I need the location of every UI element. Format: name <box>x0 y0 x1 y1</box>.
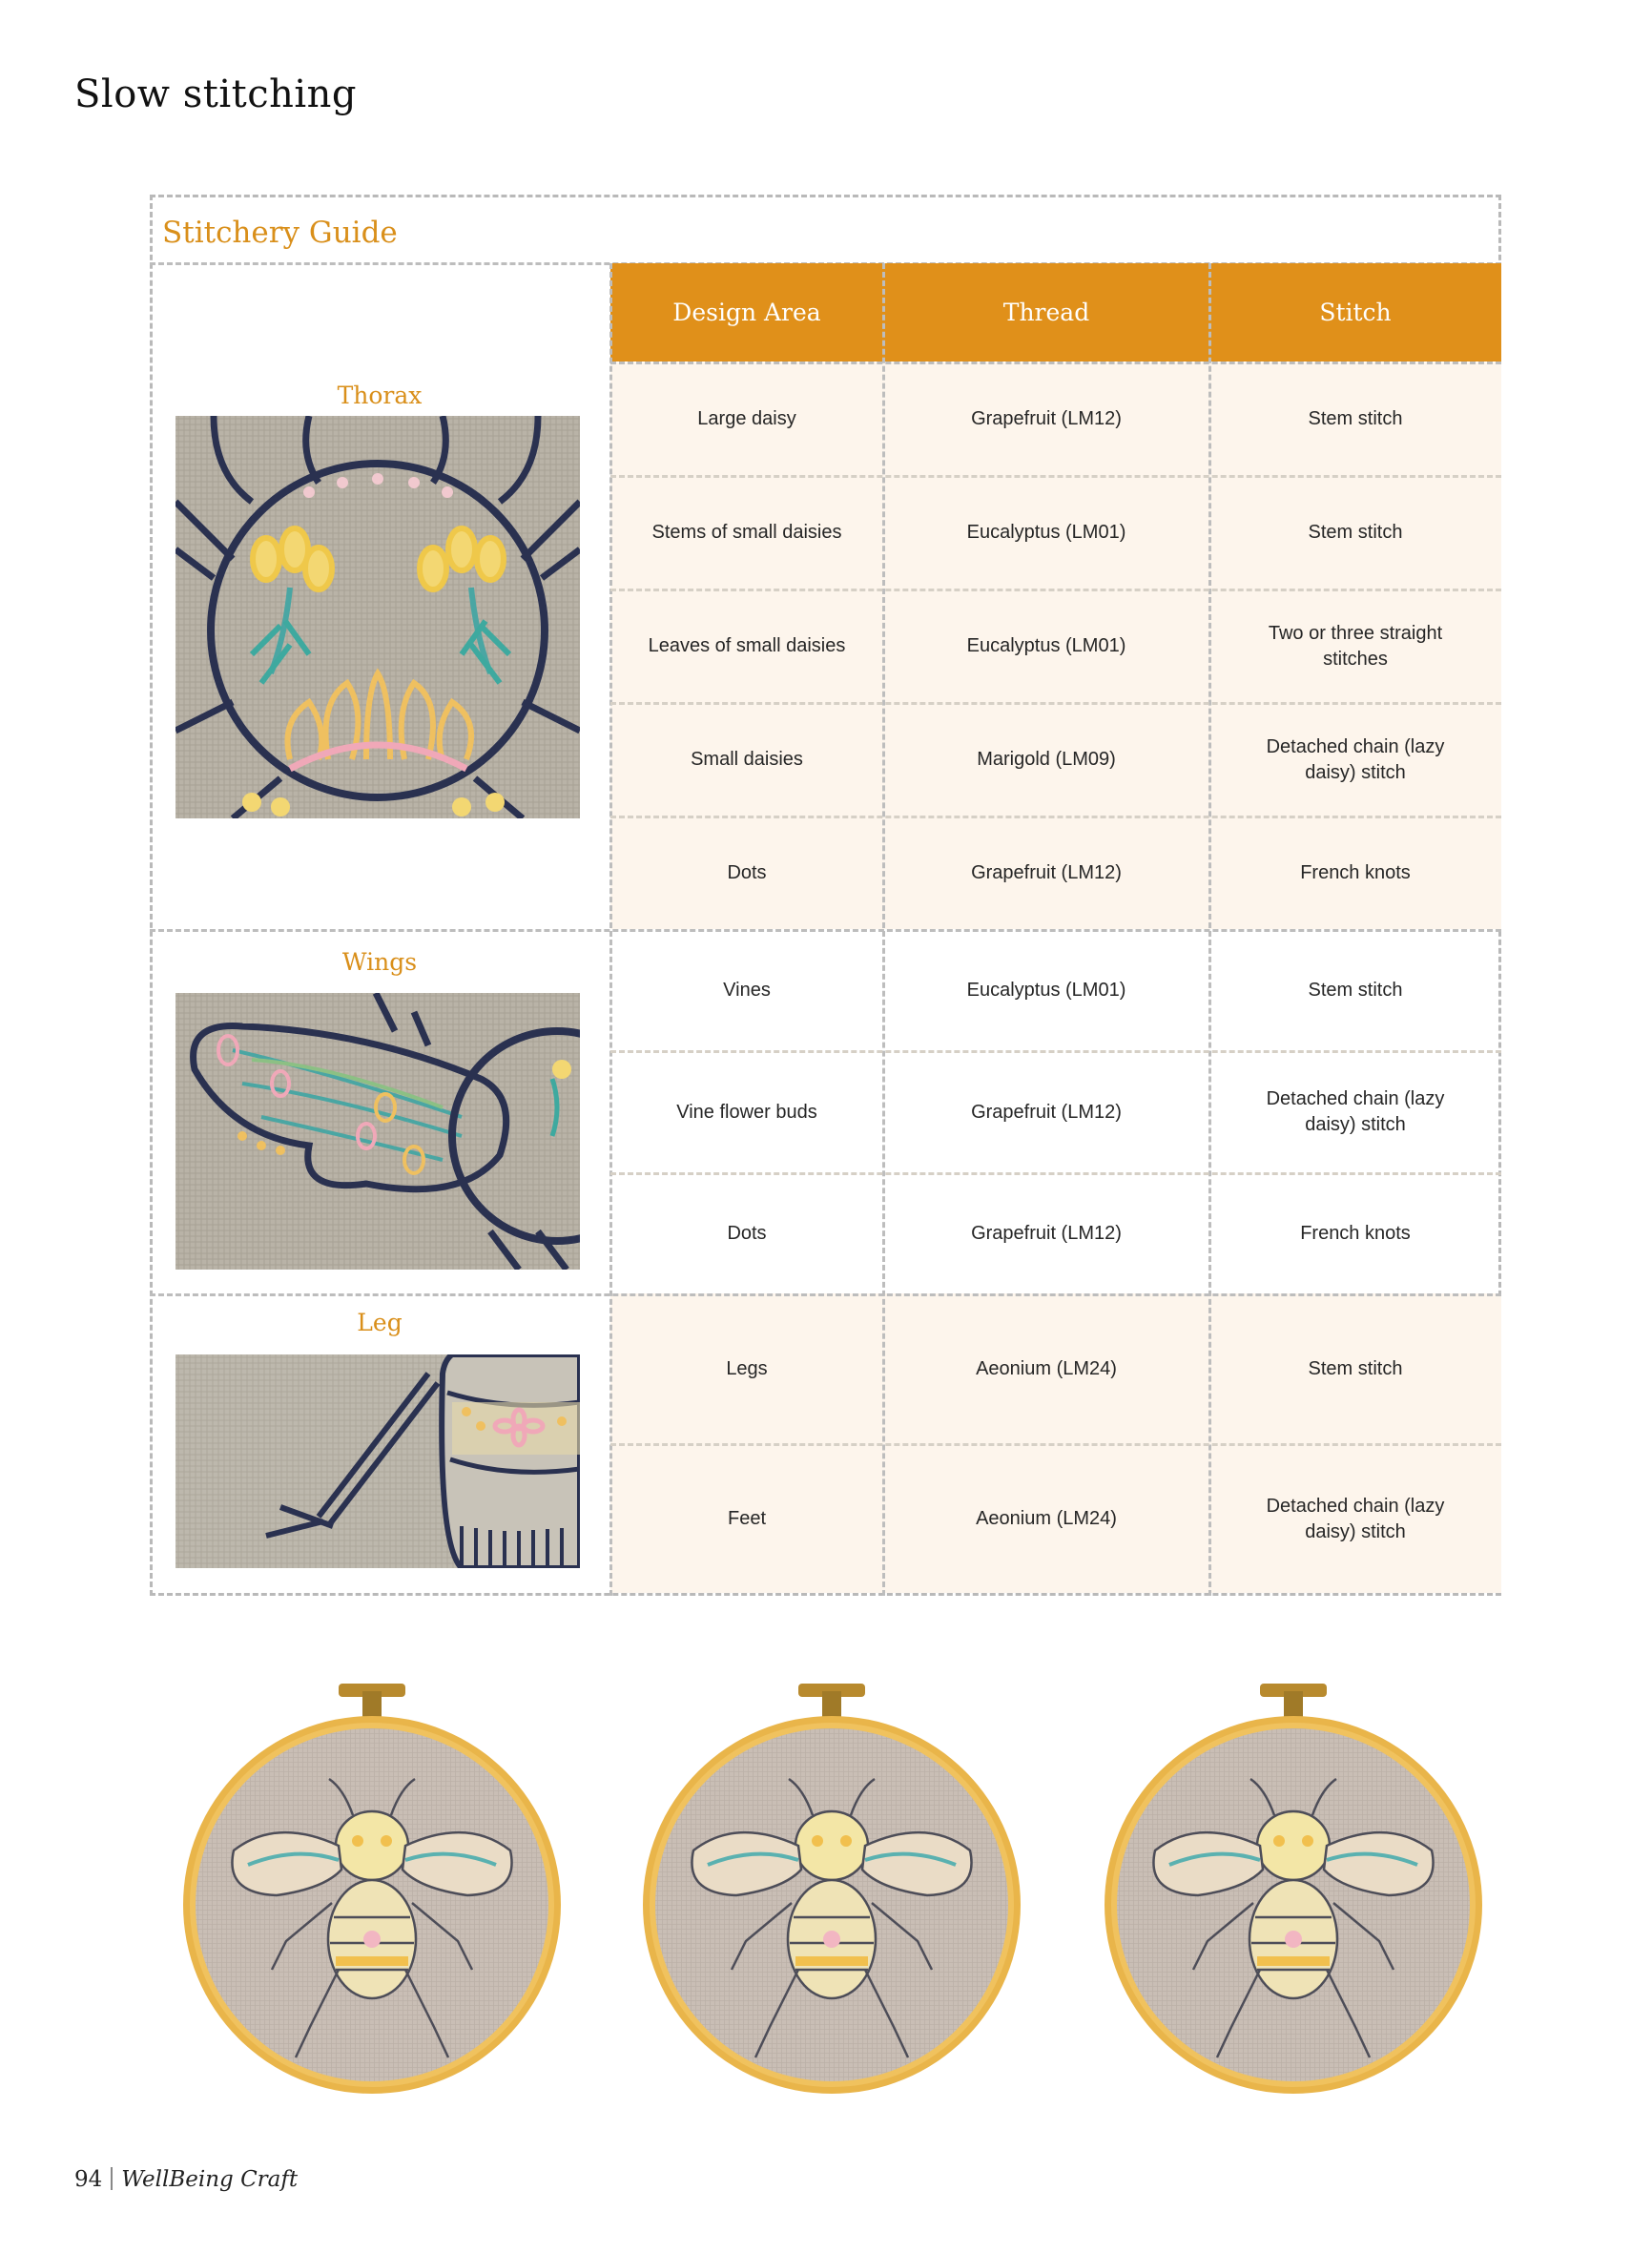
cell-design-area: Feet <box>727 1508 767 1529</box>
cell-stitch: French knots <box>1300 1223 1411 1244</box>
cell-stitch: Detached chain (lazy daisy) stitch <box>1266 1495 1445 1542</box>
cell-design-area: Leaves of small daisies <box>648 635 846 656</box>
magazine-name: WellBeing Craft <box>121 2167 299 2192</box>
cell-stitch: Stem stitch <box>1308 522 1403 543</box>
footer-separator <box>111 2167 113 2190</box>
cell-stitch: Stem stitch <box>1308 980 1403 1001</box>
leg-embroidery-illustration <box>176 1354 580 1568</box>
header-stitch: Stitch <box>1319 299 1392 326</box>
leg-embroidery-photo <box>176 1354 580 1568</box>
wings-embroidery-illustration <box>176 993 580 1270</box>
cell-thread: Eucalyptus (LM01) <box>966 635 1126 656</box>
page-number: 94 <box>74 2167 103 2192</box>
cell-stitch: Detached chain (lazy daisy) stitch <box>1266 735 1445 783</box>
thorax-embroidery-photo <box>176 416 580 818</box>
header-design-area: Design Area <box>672 299 821 326</box>
wings-embroidery-photo <box>176 993 580 1270</box>
cell-thread: Eucalyptus (LM01) <box>966 980 1126 1001</box>
cell-thread: Grapefruit (LM12) <box>971 1101 1122 1123</box>
section-label-leg: Leg <box>357 1309 403 1336</box>
cell-stitch: Stem stitch <box>1308 408 1403 429</box>
cell-stitch: French knots <box>1300 862 1411 883</box>
cell-thread: Aeonium (LM24) <box>976 1508 1117 1529</box>
cell-design-area: Dots <box>727 862 767 883</box>
bee-embroidery-hoop <box>1093 1684 1494 2103</box>
cell-design-area: Legs <box>726 1358 768 1379</box>
cell-design-area: Stems of small daisies <box>651 522 842 543</box>
cell-design-area: Vine flower buds <box>676 1101 817 1123</box>
page-title: Slow stitching <box>74 72 358 116</box>
guide-title: Stitchery Guide <box>162 216 398 250</box>
section-label-wings: Wings <box>341 948 418 976</box>
cell-stitch: Stem stitch <box>1308 1358 1403 1379</box>
section-label-thorax: Thorax <box>337 382 423 409</box>
cell-thread: Eucalyptus (LM01) <box>966 522 1126 543</box>
cell-thread: Grapefruit (LM12) <box>971 1223 1122 1244</box>
page-footer <box>74 2167 298 2192</box>
cell-design-area: Vines <box>723 980 771 1001</box>
cell-stitch: Detached chain (lazy daisy) stitch <box>1266 1088 1445 1135</box>
cell-thread: Aeonium (LM24) <box>976 1358 1117 1379</box>
cell-design-area: Small daisies <box>691 749 803 770</box>
cell-design-area: Dots <box>727 1223 767 1244</box>
cell-thread: Marigold (LM09) <box>977 749 1116 770</box>
cell-thread: Grapefruit (LM12) <box>971 862 1122 883</box>
bee-embroidery-hoop <box>631 1684 1032 2103</box>
thorax-embroidery-illustration <box>176 416 580 818</box>
cell-thread: Grapefruit (LM12) <box>971 408 1122 429</box>
bee-embroidery-hoop <box>172 1684 572 2103</box>
cell-stitch: Two or three straight stitches <box>1268 622 1443 670</box>
cell-design-area: Large daisy <box>697 408 796 429</box>
header-thread: Thread <box>1002 299 1090 326</box>
